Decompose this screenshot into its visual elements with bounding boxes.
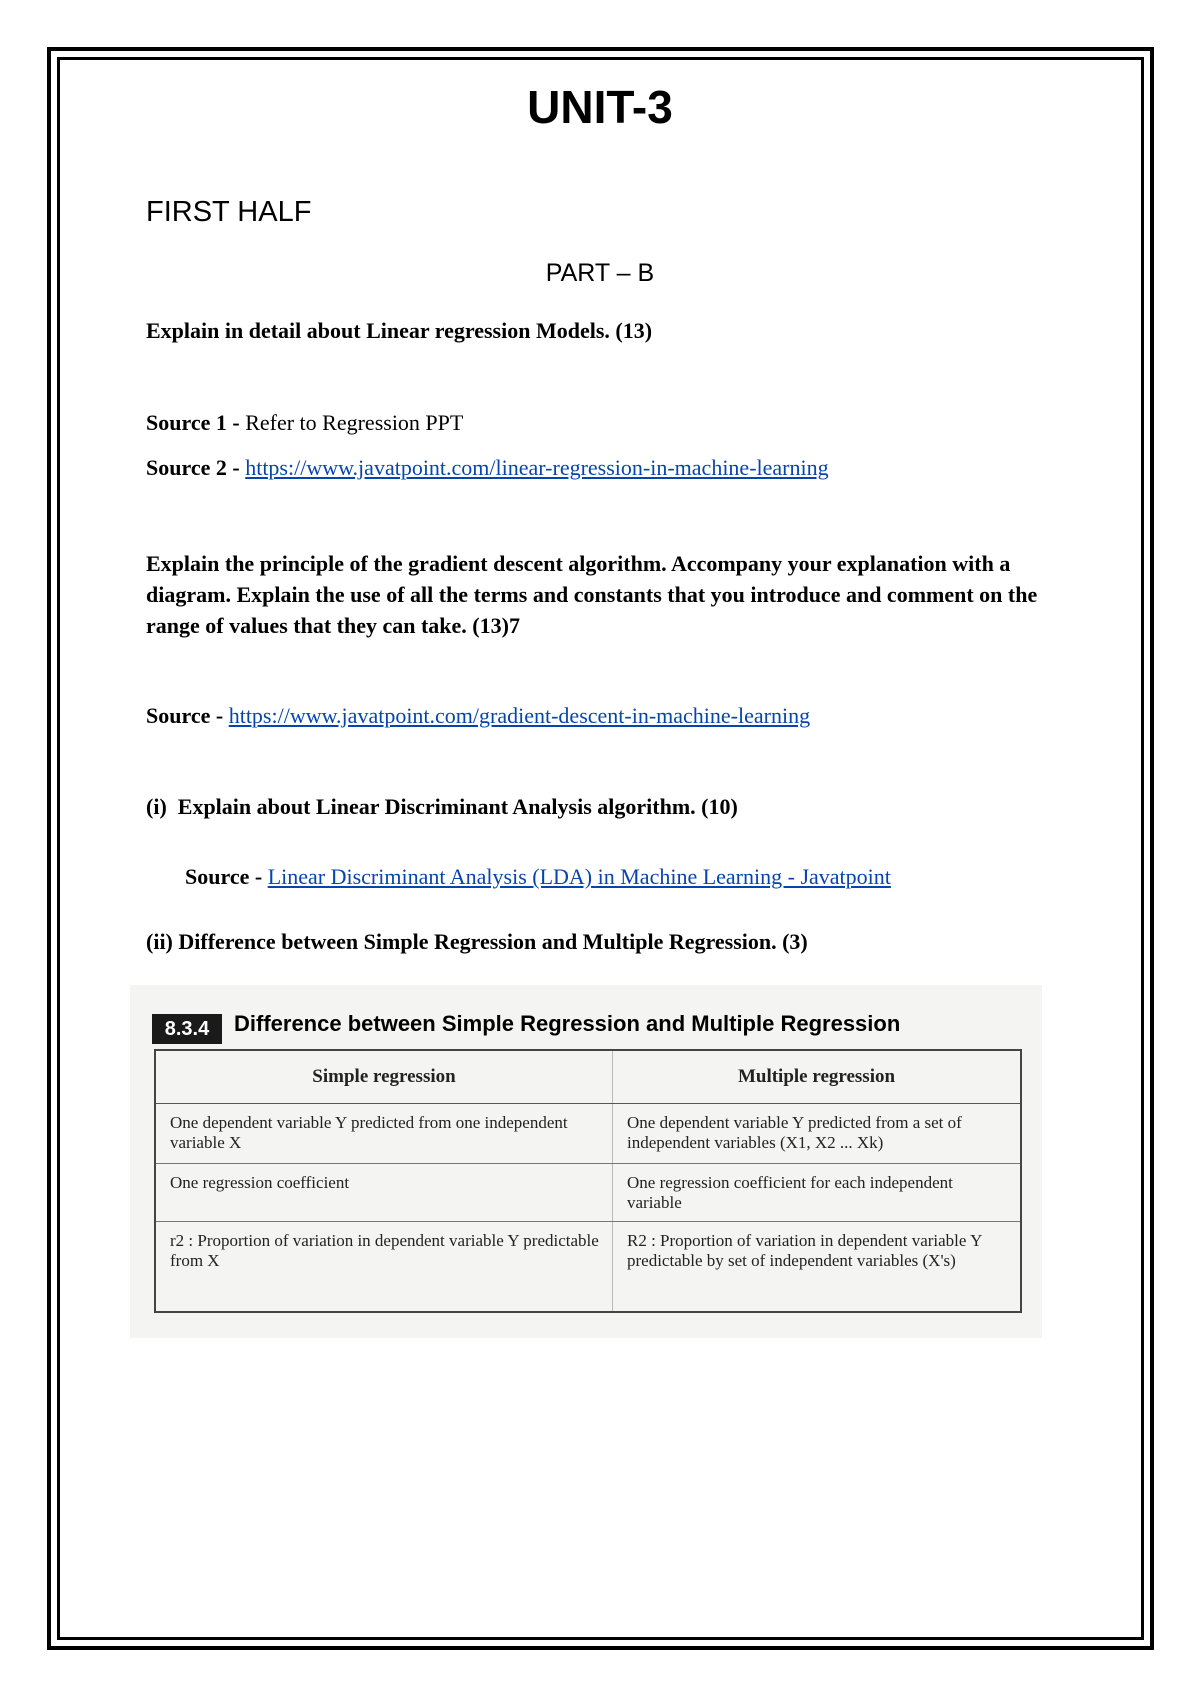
comparison-table <box>154 1049 1022 1313</box>
question-4: (ii) Difference between Simple Regression and Multiple Regression. (3) <box>146 929 808 954</box>
table-row <box>155 1222 1021 1312</box>
unit-title: UNIT-3 <box>527 81 673 133</box>
table-cell: r2 : Proportion of variation in dependent variable Y predictable from X <box>155 1222 613 1312</box>
table-header-row <box>155 1050 1021 1104</box>
section-heading: FIRST HALF <box>146 196 312 228</box>
source-2-link[interactable]: https://www.javatpoint.com/linear-regression-in-machine-learning <box>245 455 829 480</box>
question-3 <box>146 794 738 820</box>
question-2: Explain the principle of the gradient descent algorithm. Accompany your explanation with a diagram. Explain the use of all the terms and constants that you introduce and comment on the range of values that they can take. (13)7 <box>146 551 1038 638</box>
source-3 <box>146 703 810 729</box>
source-4-label: Source <box>185 864 250 889</box>
source-3-link[interactable]: https://www.javatpoint.com/gradient-descent-in-machine-learning <box>228 703 811 728</box>
source-1-label: Source 1 <box>146 410 227 435</box>
table-cell: One dependent variable Y predicted from a set of independent variables (X1, X2 ... Xk) <box>613 1104 1022 1164</box>
table-cell: One regression coefficient <box>155 1164 613 1222</box>
table-cell: One regression coefficient for each independent variable <box>613 1164 1022 1222</box>
source-4 <box>185 864 891 890</box>
source-1-text: Refer to Regression PPT <box>245 410 464 435</box>
header-simple: Simple regression <box>155 1050 613 1104</box>
source-1 <box>146 410 463 436</box>
source-2-sep: - <box>226 455 246 480</box>
question-1: Explain in detail about Linear regression Models. (13) <box>146 318 653 343</box>
source-2-label: Source 2 <box>146 455 227 480</box>
figure-section-title: Difference between Simple Regression and Multiple Regression <box>234 1011 901 1036</box>
table-row <box>155 1164 1021 1222</box>
question-3-number: (i) <box>146 794 167 819</box>
source-3-label: Source <box>146 703 211 728</box>
figure-section-number: 8.3.4 <box>152 1014 222 1044</box>
scanned-table-image <box>130 985 1042 1338</box>
source-3-sep: - <box>210 703 229 728</box>
page-border-inner <box>57 57 1144 1640</box>
source-1-sep: - <box>226 410 246 435</box>
source-4-sep: - <box>249 864 268 889</box>
table-row <box>155 1104 1021 1164</box>
question-3-text: Explain about Linear Discriminant Analysis algorithm. (10) <box>177 794 738 819</box>
source-4-link[interactable]: Linear Discriminant Analysis (LDA) in Machine Learning - Javatpoint <box>267 864 891 889</box>
source-2 <box>146 455 829 481</box>
header-multiple: Multiple regression <box>613 1050 1022 1104</box>
table-cell: One dependent variable Y predicted from one independent variable X <box>155 1104 613 1164</box>
part-heading: PART – B <box>545 259 655 287</box>
table-cell: R2 : Proportion of variation in dependent variable Y predictable by set of independent variables (X's) <box>613 1222 1022 1312</box>
